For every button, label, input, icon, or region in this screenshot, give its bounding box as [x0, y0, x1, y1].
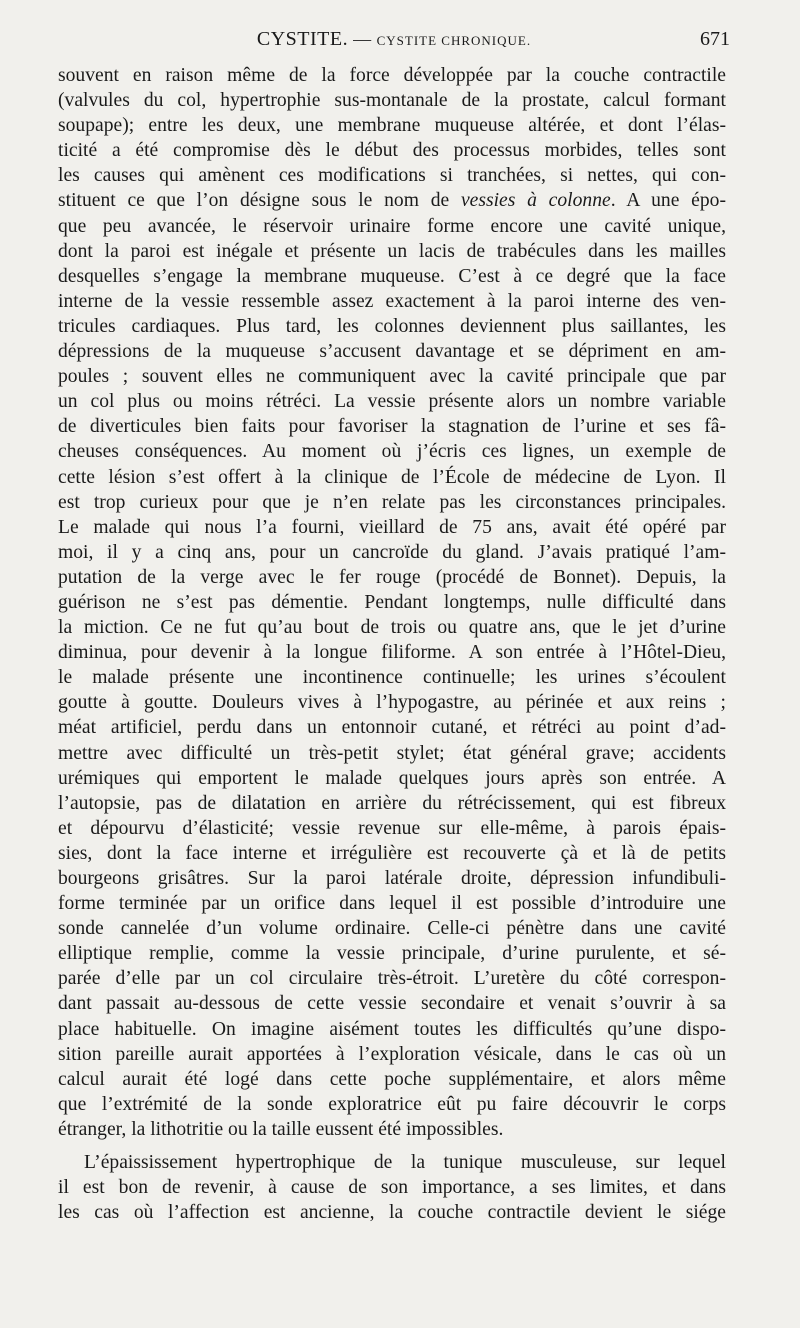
text-line: Le malade qui nous l’a fourni, vieillard de 75 ans, avait été opéré par	[58, 516, 726, 538]
paragraph-1	[58, 63, 726, 1142]
text-line: mettre avec difficulté un très-petit stylet; état général grave; accidents	[58, 742, 726, 764]
text-line: méat artificiel, perdu dans un entonnoir cutané, et rétréci au point d’ad-	[58, 717, 726, 739]
running-head-subtitle: CYSTITE CHRONIQUE.	[376, 33, 532, 48]
text-line: elliptique remplie, comme la vessie principale, d’urine purulente, et sé-	[58, 943, 726, 965]
text-line: souvent en raison même de la force développée par la couche contractile	[58, 65, 726, 86]
text-line: les causes qui amènent ces modifications si tranchées, si nettes, qui con-	[58, 165, 726, 187]
text-line: (valvules du col, hypertrophie sus-montanale de la prostate, calcul formant	[58, 90, 726, 112]
text-line: la miction. Ce ne fut qu’au bout de trois ou quatre ans, que le jet d’urine	[58, 617, 726, 639]
text-line: sonde cannelée d’un volume ordinaire. Celle-ci pénètre dans une cavité	[58, 918, 726, 940]
page-number: 671	[700, 28, 730, 50]
text-line: tricules cardiaques. Plus tard, les colonnes deviennent plus saillantes, les	[58, 315, 726, 337]
text-line: sies, dont la face interne et irrégulière est recouverte çà et là de petits	[58, 842, 726, 864]
text-line: diminua, pour devenir à la longue filiforme. A son entrée à l’Hôtel-Dieu,	[58, 642, 726, 664]
text-line: il est bon de revenir, à cause de son importance, a ses limites, et dans	[58, 1177, 726, 1199]
text-line: les cas où l’affection est ancienne, la couche contractile devient le siége	[58, 1202, 726, 1224]
text-line: putation de la verge avec le fer rouge (procédé de Bonnet). Depuis, la	[58, 566, 726, 588]
text-line: dant passait au-dessous de cette vessie secondaire et venait s’ouvrir à sa	[58, 993, 726, 1015]
text-line: parée d’elle par un col circulaire très-étroit. L’uretère du côté correspon-	[58, 968, 726, 990]
text-line: dont la paroi est inégale et présente un lacis de trabécules dans les mailles	[58, 240, 726, 262]
body-text	[58, 63, 726, 1225]
text-line: forme terminée par un orifice dans lequel il est possible d’introduire une	[58, 893, 726, 915]
text-line: moi, il y a cinq ans, pour un cancroïde du gland. J’avais pratiqué l’am-	[58, 541, 726, 563]
text-line: sition pareille aurait apportées à l’exploration vésicale, dans le cas où un	[58, 1043, 726, 1065]
running-head	[58, 28, 730, 51]
text-line: bourgeons grisâtres. Sur la paroi latérale droite, dépression infundibuli-	[58, 868, 726, 889]
text-line: place habituelle. On imagine aisément toutes les difficultés qu’une dispo-	[58, 1018, 726, 1040]
text-line: ticité a été compromise dès le début des processus morbides, telles sont	[58, 140, 726, 162]
running-head-title: CYSTITE.	[256, 28, 349, 50]
bleed-through-text	[62, 1234, 800, 1256]
text-line: est trop curieux pour que je n’en relate pas les circonstances principales.	[58, 491, 726, 513]
text-line: L’épaississement hypertrophique de la tunique musculeuse, sur lequel	[84, 1152, 726, 1174]
paragraph-2	[58, 1150, 726, 1225]
text-line: et dépourvu d’élasticité; vessie revenue sur elle-même, à parois épais-	[58, 817, 726, 839]
text-line: que peu avancée, le réservoir urinaire forme encore une cavité unique,	[58, 215, 726, 237]
text-line: le malade présente une incontinence continuelle; les urines s’écoulent	[58, 667, 726, 689]
text-line: interne de la vessie ressemble assez exactement à la paroi interne des ven-	[58, 290, 726, 312]
text-line: un col plus ou moins rétréci. La vessie présente alors un nombre variable	[58, 391, 726, 413]
text-line: calcul aurait été logé dans cette poche supplémentaire, et alors même	[58, 1068, 726, 1090]
text-line: soupape); entre les deux, une membrane muqueuse altérée, et dont l’élas-	[58, 115, 726, 137]
text-line: goutte à goutte. Douleurs vives à l’hypogastre, au périnée et aux reins ;	[58, 692, 726, 714]
bleed-through-footer	[150, 1268, 800, 1280]
text-line: l’autopsie, pas de dilatation en arrière du rétrécissement, qui est fibreux	[58, 792, 726, 814]
text-line: poules ; souvent elles ne communiquent avec la cavité principale que par	[58, 366, 726, 388]
text-line: desquelles s’engage la membrane muqueuse. C’est à ce degré que la face	[58, 265, 726, 287]
text-line: de diverticules bien faits pour favoriser la stagnation de l’urine et ses fâ-	[58, 416, 726, 438]
text-line: guérison ne s’est pas démentie. Pendant longtemps, nulle difficulté dans	[58, 591, 726, 613]
text-line: dépressions de la muqueuse s’accusent davantage et se dépriment en am-	[58, 341, 726, 363]
text-line: étranger, la lithotritie ou la taille eussent été impossibles.	[58, 1118, 504, 1140]
page-header	[58, 28, 730, 56]
text-line: cheuses conséquences. Au moment où j’écris ces lignes, un exemple de	[58, 441, 726, 463]
text-line: que l’extrémité de la sonde exploratrice eût pu faire découvrir le corps	[58, 1093, 726, 1115]
text-line: cette lésion s’est offert à la clinique de l’École de médecine de Lyon. Il	[58, 466, 726, 488]
text-line: stituent ce que l’on désigne sous le nom de vessies à colonne. A une épo-	[58, 190, 726, 212]
running-head-dash: —	[353, 29, 372, 49]
text-line: urémiques qui emportent le malade quelques jours après son entrée. A	[58, 767, 726, 789]
